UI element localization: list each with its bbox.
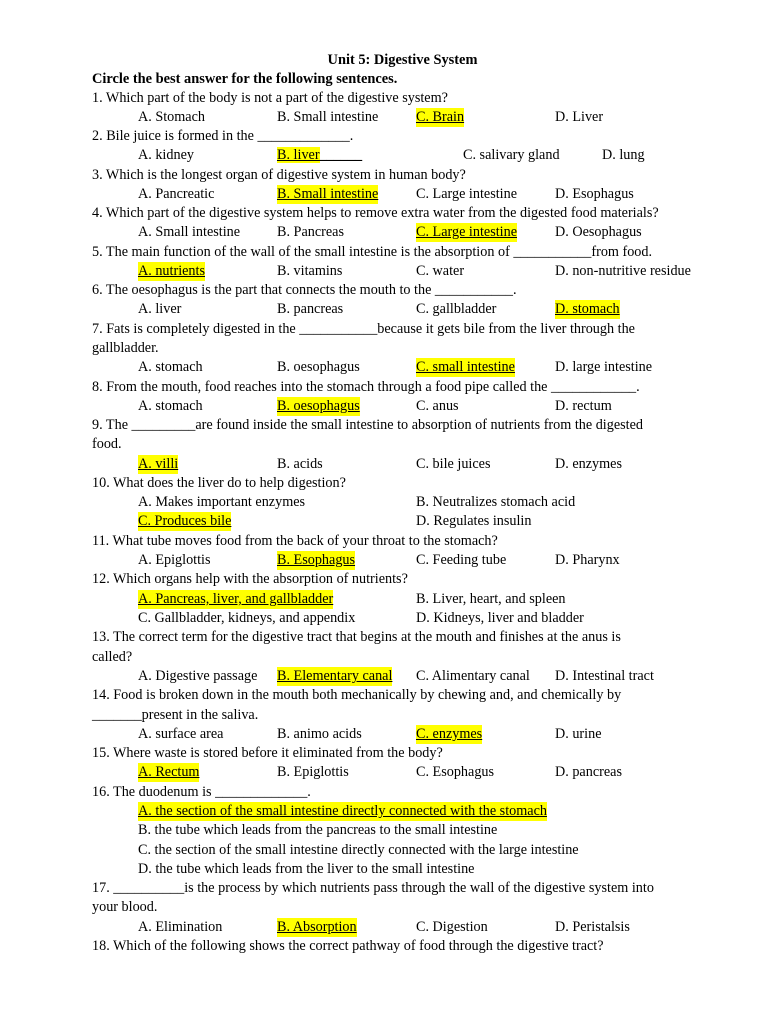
question-18: 18. Which of the following shows the correct pathway of food through the digestive tract? [92, 938, 604, 954]
q8-option-d: D. rectum [555, 398, 612, 414]
q10-option-a: A. Makes important enzymes [138, 494, 306, 510]
q2-option-a: A. kidney [138, 147, 194, 163]
q8-option-c: C. anus [416, 398, 459, 414]
q10-option-d: D. Regulates insulin [416, 513, 532, 529]
q5-option-b: B. vitamins [277, 263, 343, 279]
question-4: 4. Which part of the digestive system helps to remove extra water from the digested food materials? [92, 205, 659, 221]
question-9-continued: food. [92, 436, 122, 452]
q12-option-c: C. Gallbladder, kidneys, and appendix [138, 610, 356, 626]
q16-option-d: D. the tube which leads from the liver to the small intestine [138, 861, 475, 877]
q12-option-b: B. Liver, heart, and spleen [416, 591, 566, 607]
q6-option-a: A. liver [138, 301, 182, 317]
q10-option-c-answer: C. Produces bile [138, 513, 232, 529]
q6-option-c: C. gallbladder [416, 301, 497, 317]
question-13: 13. The correct term for the digestive tract that begins at the mouth and finishes at the anus is [92, 629, 621, 645]
question-11: 11. What tube moves food from the back of your throat to the stomach? [92, 533, 498, 549]
q14-option-b: B. animo acids [277, 726, 362, 742]
q3-option-c: C. Large intestine [416, 186, 517, 202]
q16-option-a-answer: A. the section of the small intestine directly connected with the stomach [138, 803, 547, 819]
q5-option-d: D. non-nutritive residue [555, 263, 691, 279]
question-14-continued: _______present in the saliva. [92, 707, 259, 723]
q9-option-d: D. enzymes [555, 456, 622, 472]
question-5: 5. The main function of the wall of the small intestine is the absorption of ___________from food. [92, 244, 653, 260]
question-3: 3. Which is the longest organ of digestive system in human body? [92, 167, 466, 183]
q11-option-c: C. Feeding tube [416, 552, 507, 568]
q15-option-b: B. Epiglottis [277, 764, 349, 780]
q11-option-b-answer: B. Esophagus [277, 552, 356, 568]
question-12: 12. Which organs help with the absorption of nutrients? [92, 571, 408, 587]
q17-option-a: A. Elimination [138, 919, 223, 935]
q15-option-c: C. Esophagus [416, 764, 495, 780]
q5-option-c: C. water [416, 263, 465, 279]
question-15: 15. Where waste is stored before it eliminated from the body? [92, 745, 443, 761]
q7-option-b: B. oesophagus [277, 359, 360, 375]
question-2: 2. Bile juice is formed in the _____________. [92, 128, 354, 144]
question-7-continued: gallbladder. [92, 340, 159, 356]
q3-option-d: D. Esophagus [555, 186, 634, 202]
page-title: Unit 5: Digestive System [327, 52, 478, 68]
q1-option-a: A. Stomach [138, 109, 205, 125]
q7-option-d: D. large intestine [555, 359, 653, 375]
q5-option-a-answer: A. nutrients [138, 263, 205, 279]
q2-option-d: D. lung [602, 147, 645, 163]
q8-option-a: A. stomach [138, 398, 203, 414]
q1-option-d: D. Liver [555, 109, 604, 125]
q15-option-d: D. pancreas [555, 764, 622, 780]
q2-answer-trailing: ______ [319, 147, 363, 163]
q4-option-a: A. Small intestine [138, 224, 241, 240]
q4-option-d: D. Oesophagus [555, 224, 642, 240]
q9-option-c: C. bile juices [416, 456, 491, 472]
q13-option-c: C. Alimentary canal [416, 668, 530, 684]
q9-option-a-answer: A. villi [138, 456, 179, 472]
q12-option-a-answer: A. Pancreas, liver, and gallbladder [138, 591, 334, 607]
q6-option-d-answer: D. stomach [555, 301, 620, 317]
q9-option-b: B. acids [277, 456, 323, 472]
q16-option-b: B. the tube which leads from the pancreas to the small intestine [138, 822, 498, 838]
q7-option-a: A. stomach [138, 359, 203, 375]
q8-option-b-answer: B. oesophagus [277, 398, 360, 414]
q17-option-d: D. Peristalsis [555, 919, 630, 935]
q3-option-a: A. Pancreatic [138, 186, 215, 202]
instructions: Circle the best answer for the following sentences. [92, 71, 398, 87]
q14-option-a: A. surface area [138, 726, 224, 742]
q11-option-d: D. Pharynx [555, 552, 620, 568]
q2-option-c: C. salivary gland [463, 147, 560, 163]
question-14: 14. Food is broken down in the mouth both mechanically by chewing and, and chemically by [92, 687, 622, 703]
q13-option-b-answer: B. Elementary canal [277, 668, 393, 684]
q2-option-b-answer-group [277, 146, 362, 165]
q4-option-c-answer: C. Large intestine [416, 224, 517, 240]
question-7: 7. Fats is completely digested in the ___________because it gets bile from the liver through the [92, 321, 635, 337]
q1-option-c-answer: C. Brain [416, 109, 465, 125]
question-1: 1. Which part of the body is not a part of the digestive system? [92, 90, 448, 106]
q6-option-b: B. pancreas [277, 301, 344, 317]
question-17: 17. __________is the process by which nutrients pass through the wall of the digestive system into [92, 880, 654, 896]
q1-option-b: B. Small intestine [277, 109, 379, 125]
q4-option-b: B. Pancreas [277, 224, 344, 240]
question-6: 6. The oesophagus is the part that connects the mouth to the ___________. [92, 282, 517, 298]
question-9: 9. The _________are found inside the small intestine to absorption of nutrients from the digested [92, 417, 643, 433]
q17-option-b-answer: B. Absorption [277, 919, 357, 935]
question-17-continued: your blood. [92, 899, 158, 915]
question-13-continued: called? [92, 649, 133, 665]
q14-option-c-answer: C. enzymes [416, 726, 483, 742]
question-8: 8. From the mouth, food reaches into the stomach through a food pipe called the ____________. [92, 379, 640, 395]
q12-option-d: D. Kidneys, liver and bladder [416, 610, 584, 626]
q11-option-a: A. Epiglottis [138, 552, 211, 568]
q15-option-a-answer: A. Rectum [138, 764, 200, 780]
q14-option-d: D. urine [555, 726, 602, 742]
q16-option-c: C. the section of the small intestine directly connected with the large intestine [138, 842, 579, 858]
q13-option-d: D. Intestinal tract [555, 668, 654, 684]
question-10: 10. What does the liver do to help digestion? [92, 475, 346, 491]
q7-option-c-answer: C. small intestine [416, 359, 515, 375]
q17-option-c: C. Digestion [416, 919, 488, 935]
q13-option-a: A. Digestive passage [138, 668, 258, 684]
question-16: 16. The duodenum is _____________. [92, 784, 311, 800]
q2-option-b-answer: B. liver [277, 147, 320, 163]
q3-option-b-answer: B. Small intestine [277, 186, 379, 202]
q10-option-b: B. Neutralizes stomach acid [416, 494, 576, 510]
